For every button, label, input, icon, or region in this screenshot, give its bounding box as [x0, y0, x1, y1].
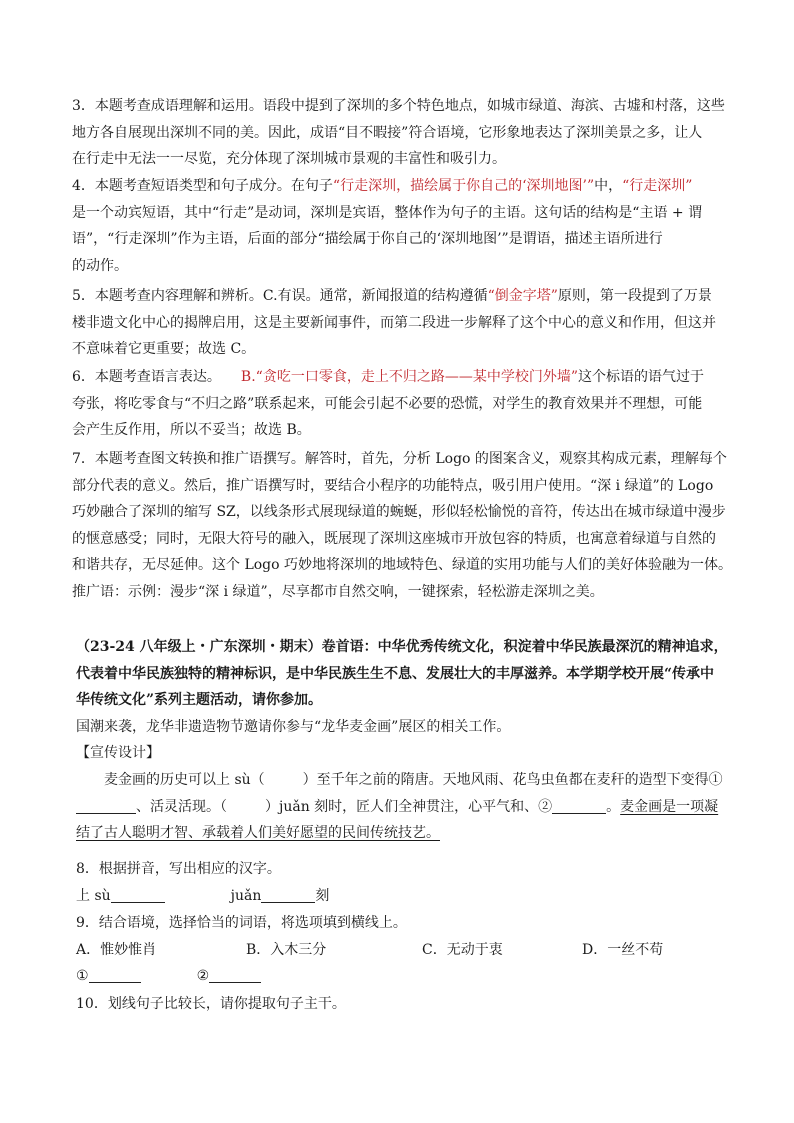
answer-line: 语”，“行走深圳”作为主语，后面的部分“描绘属于你自己的‘深圳地图’”是谓语，描述主语所进行 — [72, 231, 663, 247]
answer-line: 不意味着它更重要；故选 C。 — [72, 341, 256, 357]
highlight-text: “行走深圳，描绘属于你自己的‘深圳地图’” — [332, 178, 595, 194]
answer-blank[interactable] — [76, 797, 136, 814]
answer-line: 7．本题考查图文转换和推广语撰写。解答时，首先，分析 Logo 的图案含义，观察其构成元素，理解每个 — [72, 451, 727, 467]
answer-line: 的动作。 — [72, 257, 128, 274]
answer-line: 地方各自展现出深圳不同的美。因此，成语“目不暇接”符合语境，它形象地表达了深圳美景之多，让人 — [72, 124, 703, 141]
answer-q4 — [72, 173, 724, 279]
intro-line: 代表着中华民族独特的精神标识，是中华民族生生不息、发展壮大的丰厚滋养。本学期学校开展“传承中 — [76, 665, 715, 682]
answer-line: 是一个动宾短语，其中“行走”是动词，深圳是宾语，整体作为句子的主语。这句话的结构是“主语 + 谓 — [72, 204, 703, 221]
answer-line: 推广语：示例：漫步“深 i 绿道”，尽享都市自然交响，一键探索，轻松游走深圳之美。 — [72, 583, 604, 600]
question-prompt: 8．根据拼音，写出相应的汉字。 — [76, 861, 281, 877]
answer-line: 夸张，将吃零食与“不归之路”联系起来，可能会引起不必要的恐慌，对学生的教育效果并不理想，可能 — [72, 395, 703, 412]
question-prompt: 10．划线句子比较长，请你提取句子主干。 — [76, 996, 346, 1012]
answer-blank[interactable] — [261, 886, 315, 903]
answer-q3 — [72, 93, 724, 173]
highlight-text: “倒金字塔” — [487, 288, 558, 304]
blanks-row: ① ② — [76, 963, 728, 990]
answer-blank[interactable] — [552, 797, 606, 814]
answer-line: 和谐共存，无尽延伸。这个 Logo 巧妙地将深圳的地域特色、绿道的实用功能与人们的美好体验融为一体。 — [72, 557, 733, 573]
answer-blank[interactable] — [209, 966, 261, 983]
question-q8 — [76, 856, 728, 909]
answer-blank[interactable] — [111, 886, 165, 903]
question-prompt: 9．结合语境，选择恰当的词语，将选项填到横线上。 — [76, 915, 407, 931]
question-q10 — [76, 991, 728, 1018]
passage-line — [76, 820, 728, 847]
answer-q7 — [72, 446, 733, 605]
underlined-sentence: 麦金画是一项凝 — [620, 798, 719, 815]
answer-q5 — [72, 283, 724, 363]
options-row — [76, 937, 728, 964]
passage-line: 麦金画的历史可以上 sù（ ）至千年之前的隋唐。天地风雨、花鸟虫鱼都在麦秆的造型下变得① — [104, 772, 723, 788]
passage — [76, 767, 728, 847]
option-b[interactable]: B．入木三分 — [246, 941, 327, 958]
answer-line: 会产生反作用，所以不妥当；故选 B。 — [72, 422, 311, 438]
section-heading: 【宣传设计】 — [76, 745, 160, 761]
section-intro — [76, 634, 728, 767]
answer-line: 的惬意感受；同时，无限大符号的融入，既展现了深圳这座城市开放包容的特质，也寓意着绿道与自然的 — [72, 530, 716, 547]
question-q9 — [76, 910, 728, 990]
option-c[interactable]: C．无动于衷 — [422, 941, 503, 958]
answer-line: 巧妙融合了深圳的缩写 SZ，以线条形式展现绿道的蜿蜒，形似轻松愉悦的音符，传达出在城市绿道中漫步 — [72, 504, 726, 520]
answer-q6 — [72, 364, 724, 444]
underlined-sentence: 结了古人聪明才智、承载着人们美好愿望的民间传统技艺。 — [76, 825, 440, 841]
answer-line: 部分代表的意义。然后，推广语撰写时，要结合小程序的功能特点，吸引用户使用。“深 i 绿道”的 Logo — [72, 477, 714, 494]
invite-line: 国潮来袭，龙华非遗造物节邀请你参与“龙华麦金画”展区的相关工作。 — [76, 718, 511, 735]
answer-line: 楼非遗文化中心的揭牌启用，这是主要新闻事件，而第二段进一步解释了这个中心的意义和作用，但这并 — [72, 314, 716, 331]
answer-blank[interactable] — [89, 966, 141, 983]
intro-line: 华传统文化”系列主题活动，请你参加。 — [76, 692, 323, 708]
highlight-text: B.“贪吃一口零食，走上不归之路——某中学校门外墙” — [240, 369, 578, 385]
answer-line: 5．本题考查内容理解和辨析。C.有误。通常，新闻报道的结构遵循“倒金字塔”原则，第一段提到了万景 — [72, 288, 712, 304]
answer-line: 在行走中无法一一尽览，充分体现了深圳城市景观的丰富性和吸引力。 — [72, 151, 506, 167]
pinyin-answer-row: 上 sù juǎn 刻 — [76, 887, 330, 904]
answer-line: 6．本题考查语言表达。 B.“贪吃一口零食，走上不归之路——某中学校门外墙”这个标语的语气过于 — [72, 369, 704, 385]
passage-line: 、活灵活现。（ ）juǎn 刻时，匠人们全神贯注，心平气和、② 。麦金画是一项凝 — [76, 794, 728, 821]
intro-line: （23-24 八年级上・广东深圳・期末）卷首语：中华优秀传统文化，积淀着中华民族最深沉的精神追求， — [76, 639, 728, 655]
option-d[interactable]: D．一丝不苟 — [582, 941, 664, 958]
highlight-text: “行走深圳” — [622, 178, 693, 194]
answer-line: 4．本题考查短语类型和句子成分。在句子“行走深圳，描绘属于你自己的‘深圳地图’”中，“行走深圳” — [72, 178, 693, 194]
option-a[interactable]: A．惟妙惟肖 — [76, 941, 157, 958]
answer-line: 3．本题考查成语理解和运用。语段中提到了深圳的多个特色地点，如城市绿道、海滨、古墟和村落，这些 — [72, 98, 725, 114]
